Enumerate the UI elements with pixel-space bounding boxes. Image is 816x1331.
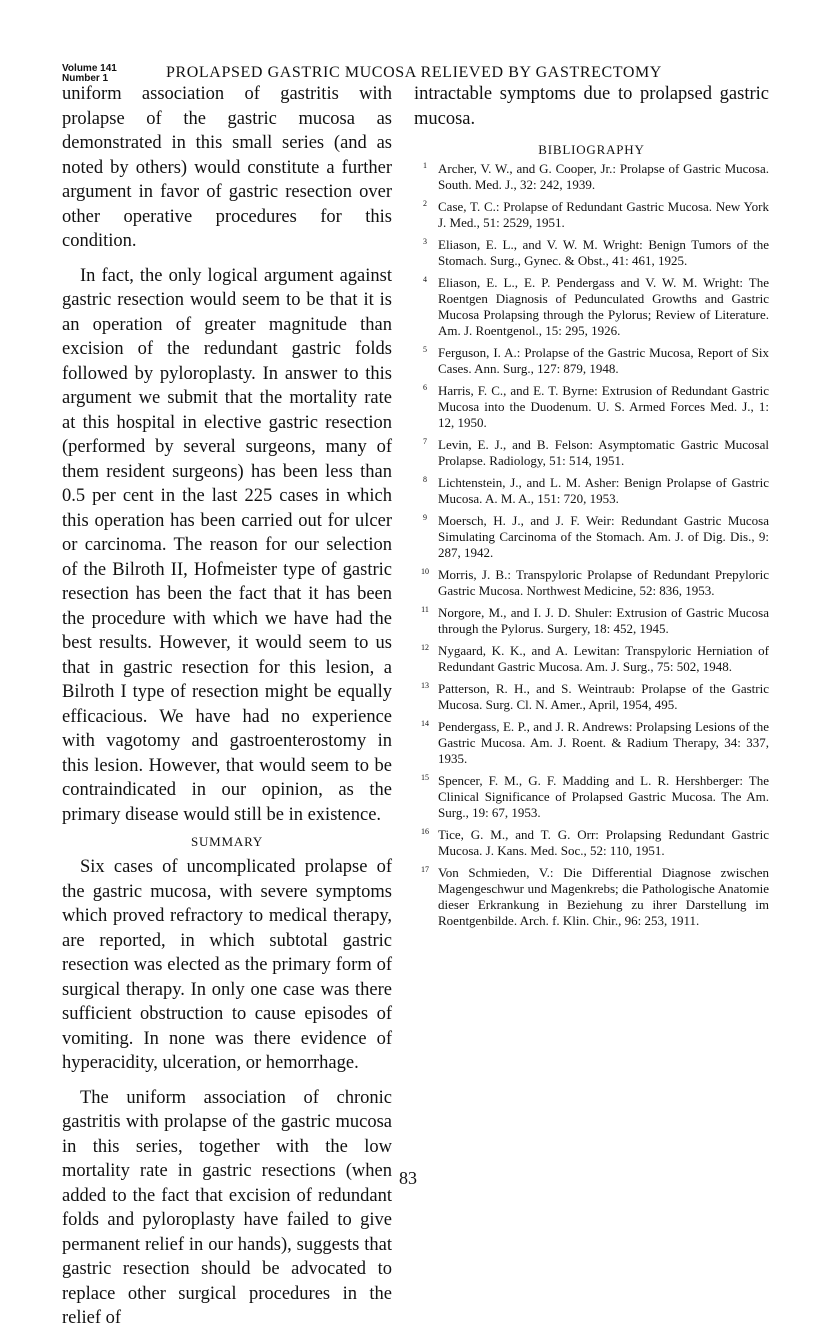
- reference-number: 1: [423, 161, 427, 170]
- reference-number: 11: [421, 604, 429, 614]
- reference-text: Case, T. C.: Prolapse of Redundant Gastric Mucosa. New York J. Med., 51: 2529, 1951.: [438, 198, 769, 231]
- body-paragraph: In fact, the only logical argument against gastric resection would seem to be that it is an operation of greater magnitude than excision of the redundant gastric folds followed by pyloroplasty. In answer to this argument we submit that the mortality rate at this hospital in elective gastric resection (performed by several surgeons, many of them resident surgeons) has been less than 0.5 per cent in the last 225 cases in which this operation has been carried out for ulcer or carcinoma. The reason for our selection of the Bilroth II, Hofmeister type of gastric resection has been the fact that it has been the procedure with which we have had the best results. However, it would seem to us that in gastric resection for this lesion, a Bilroth I type of resection might be equally efficacious. We have had no experience with vagotomy and gastroenterostomy in this lesion. However, that would seem to be contraindicated in our opinion, as the primary disease would still be in existence.: [62, 265, 392, 825]
- reference-number: 9: [423, 512, 427, 522]
- body-paragraph: uniform association of gastritis with prolapse of the gastric mucosa as demonstrated in this small series (and as noted by others) would constitute a further argument in favor of gastric resection over other operative procedures for this condition.: [62, 84, 392, 251]
- reference-text: Eliason, E. L., E. P. Pendergass and V. W. M. Wright: The Roentgen Diagnosis of Pedunculated Growths and Gastric Mucosa Prolapsing through the Pylorus; Review of Literature. Am. J. Roentgenol., 15: 295, 1926.: [438, 274, 769, 339]
- volume-label: Volume 141: [62, 63, 117, 74]
- reference-text: Patterson, R. H., and S. Weintraub: Prolapse of the Gastric Mucosa. Surg. Cl. N. Amer., April, 1954, 495.: [438, 680, 769, 712]
- continuation-paragraph: intractable symptoms due to prolapsed gastric mucosa.: [414, 84, 769, 129]
- reference-item: [414, 605, 769, 637]
- reference-text: Tice, G. M., and T. G. Orr: Prolapsing Redundant Gastric Mucosa. J. Kans. Med. Soc., 52: 110, 1951.: [438, 826, 769, 859]
- reference-number: 16: [421, 826, 429, 836]
- summary-paragraph: Six cases of uncomplicated prolapse of the gastric mucosa, with severe symptoms which proved refractory to medical therapy, are reported, in which subtotal gastric resection was elected as the primary form of surgical therapy. In only one case was there sufficient obstruction to cause episodes of vomiting. In none was there evidence of hyperacidity, ulceration, or hemorrhage.: [62, 857, 392, 1073]
- right-column: [414, 82, 769, 935]
- reference-number: 13: [421, 680, 429, 690]
- bibliography-heading: BIBLIOGRAPHY: [538, 142, 645, 157]
- reference-item: [414, 773, 769, 822]
- summary-paragraph: The uniform association of chronic gastritis with prolapse of the gastric mucosa in this series, together with the low mortality rate in gastric resections (when added to the fact that excision of redundant folds and pyloroplasty have failed to give permanent relief in our hands), suggests that gastric resection should be advocated to replace other surgical procedures in the relief of: [62, 1087, 392, 1328]
- reference-item: [414, 275, 769, 340]
- reference-number: 12: [421, 642, 429, 652]
- reference-item: [414, 513, 769, 562]
- running-title: PROLAPSED GASTRIC MUCOSA RELIEVED BY GASTRECTOMY: [166, 64, 662, 81]
- reference-item: [414, 865, 769, 930]
- reference-text: Lichtenstein, J., and L. M. Asher: Benign Prolapse of Gastric Mucosa. A. M. A., 151: 720, 1953.: [438, 474, 769, 507]
- reference-item: [414, 681, 769, 713]
- reference-text: Archer, V. W., and G. Cooper, Jr.: Prolapse of Gastric Mucosa. South. Med. J., 32: 242, 1939.: [438, 161, 769, 193]
- reference-item: [414, 161, 769, 193]
- reference-number: 15: [421, 772, 429, 782]
- reference-text: Von Schmieden, V.: Die Differential Diagnose zwischen Magengeschwur und Magenkrebs; die Pathologische Anatomie dieser Erkrankung in Beziehung zu ihrer Darstellung im Roentgenbilde. Arch. f. Klin. Chir., 96: 253, 1911.: [438, 864, 769, 929]
- reference-item: [414, 237, 769, 269]
- reference-item: [414, 643, 769, 675]
- reference-number: 17: [421, 864, 429, 874]
- reference-text: Pendergass, E. P., and J. R. Andrews: Prolapsing Lesions of the Gastric Mucosa. Am. J. Roent. & Radium Therapy, 34: 337, 1935.: [438, 718, 769, 766]
- reference-item: [414, 383, 769, 432]
- reference-number: 10: [421, 566, 429, 576]
- page-number: 83: [399, 1168, 417, 1188]
- reference-text: Ferguson, I. A.: Prolapse of the Gastric Mucosa, Report of Six Cases. Ann. Surg., 127: 879, 1948.: [438, 345, 769, 377]
- reference-number: 5: [423, 345, 427, 355]
- reference-item: [414, 475, 769, 507]
- reference-item: [414, 719, 769, 768]
- reference-number: 7: [423, 437, 427, 447]
- reference-number: 2: [423, 198, 427, 208]
- reference-text: Spencer, F. M., G. F. Madding and L. R. Hershberger: The Clinical Significance of Prolapsed Gastric Mucosa. The Am. Surg., 19: 67, 1953.: [438, 772, 769, 821]
- reference-item: [414, 567, 769, 599]
- reference-number: 14: [421, 718, 429, 728]
- reference-text: Levin, E. J., and B. Felson: Asymptomatic Gastric Mucosal Prolapse. Radiology, 51: 514, 1951.: [438, 437, 769, 469]
- reference-item: [414, 437, 769, 469]
- bibliography-list: [414, 161, 769, 930]
- left-column: [62, 82, 392, 1331]
- reference-text: Eliason, E. L., and V. W. M. Wright: Benign Tumors of the Stomach. Surg., Gynec. & Obst., 41: 461, 1925.: [438, 236, 769, 269]
- volume-info: [62, 64, 117, 84]
- reference-item: [414, 199, 769, 231]
- reference-number: 4: [423, 274, 427, 284]
- reference-text: Norgore, M., and I. J. D. Shuler: Extrusion of Gastric Mucosa through the Pylorus. Surgery, 18: 452, 1945.: [438, 604, 769, 637]
- summary-heading: SUMMARY: [190, 834, 264, 849]
- reference-text: Nygaard, K. K., and A. Lewitan: Transpyloric Herniation of Redundant Gastric Mucosa. Am. J. Surg., 75: 502, 1948.: [438, 642, 769, 674]
- reference-text: Harris, F. C., and E. T. Byrne: Extrusion of Redundant Gastric Mucosa into the Duodenum. U. S. Armed Forces Med. J., 1: 12, 1950.: [438, 382, 769, 431]
- reference-number: 8: [423, 474, 427, 484]
- reference-text: Moersch, H. J., and J. F. Weir: Redundant Gastric Mucosa Simulating Carcinoma of the Stomach. Am. J. of Dig. Dis., 9: 287, 1942.: [438, 512, 769, 561]
- reference-item: [414, 827, 769, 859]
- reference-number: 3: [423, 236, 427, 246]
- number-label: Number 1: [62, 73, 109, 84]
- reference-number: 6: [423, 382, 427, 392]
- reference-item: [414, 345, 769, 377]
- reference-text: Morris, J. B.: Transpyloric Prolapse of Redundant Prepyloric Gastric Mucosa. Northwest Medicine, 52: 836, 1953.: [438, 566, 769, 599]
